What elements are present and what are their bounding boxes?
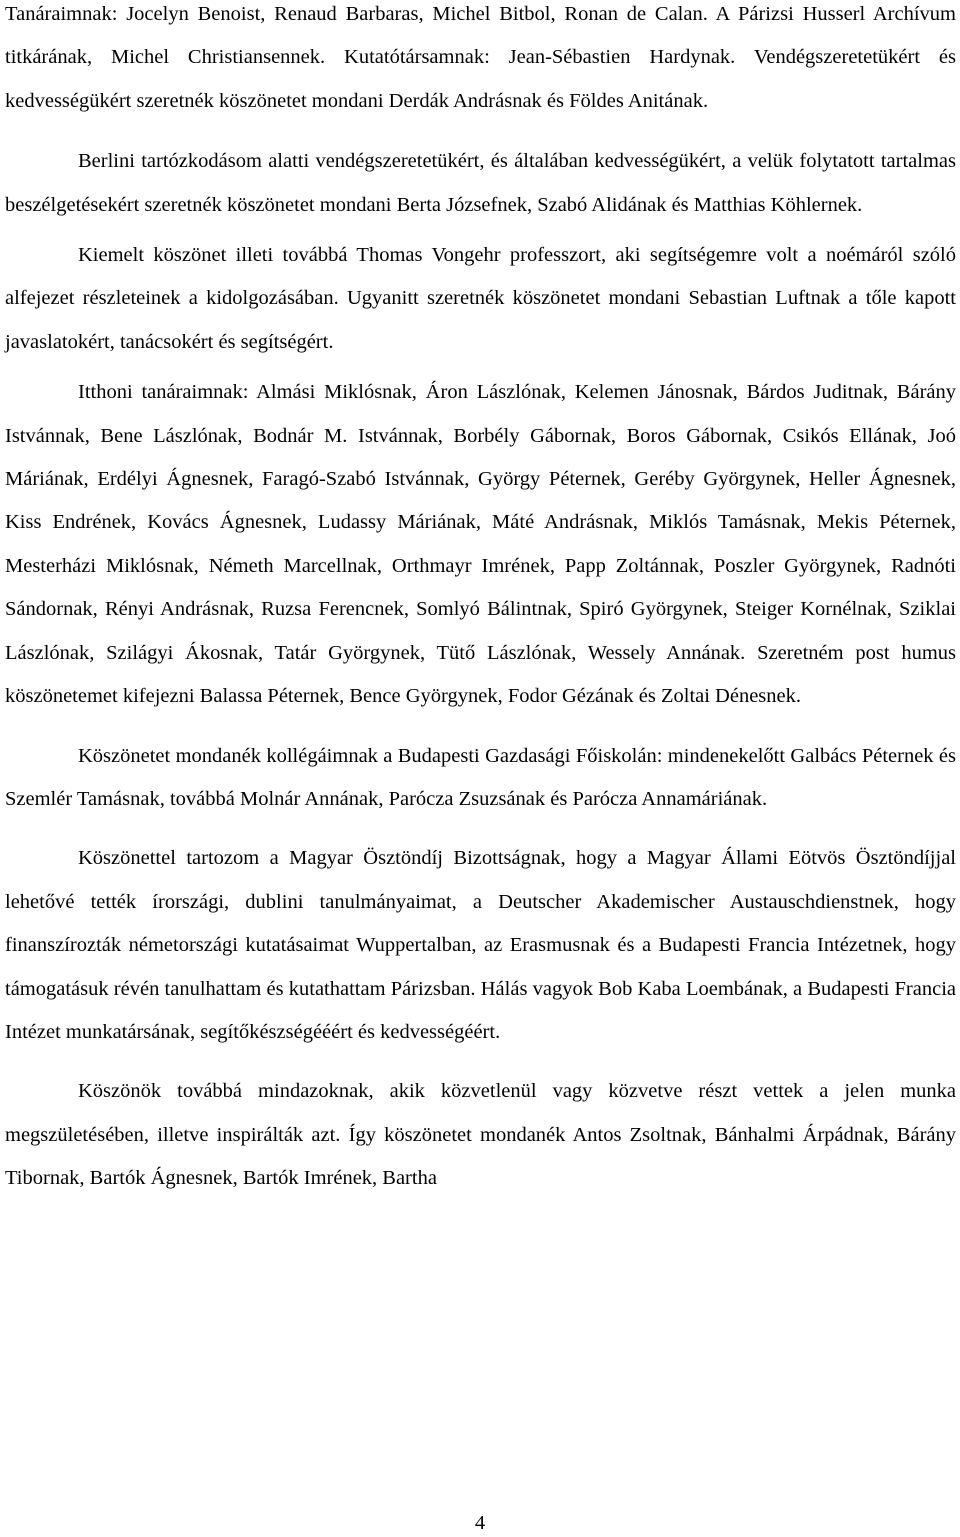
page-number: 4	[474, 1512, 486, 1534]
paragraph-home-teachers: Itthoni tanáraimnak: Almási Miklósnak, Áron Lászlónak, Kelemen Jánosnak, Bárdos Juditnak, Bárány Istvánnak, Bene Lászlónak, Bodnár M. Istvánnak, Borbély Gábornak, Boros Gábornak, Csikós Ellának, Joó Máriának, Erdélyi Ágnesnek, Faragó-Szabó Istvánnak, György Péternek, Geréby Györgynek, Heller Ágnesnek, Kiss Endrének, Kovács Ágnesnek, Ludassy Máriának, Máté Andrásnak, Miklós Tamásnak, Mekis Péternek, Mesterházi Miklósnak, Németh Marcellnak, Orthmayr Imrének, Papp Zoltánnak, Poszler Györgynek, Radnóti Sándornak, Rényi Andrásnak, Ruzsa Ferencnek, Somlyó Bálintnak, Spiró Györgynek, Steiger Kornélnak, Sziklai Lászlónak, Szilágyi Ákosnak, Tatár Györgynek, Tütő Lászlónak, Wessely Annának. Szeretném post humus köszönetemet kifejezni Balassa Péternek, Bence Györgynek, Fodor Gézának és Zoltai Dénesnek.	[5, 381, 956, 708]
paragraph-vongehr-thanks: Kiemelt köszönet illeti továbbá Thomas Vongehr professzort, aki segítségemre volt a noémáról szóló alfejezet részleteinek a kidolgozásában. Ugyanitt szeretnék köszönetet mondani Sebastian Luftnak a tőle kapott javaslatokért, tanácsokért és segítségért.	[5, 244, 956, 353]
paragraph-berlin-stay: Berlini tartózkodásom alatti vendégszeretetükért, és általában kedvességükért, a velük folytatott tartalmas beszélgetésekért szeretnék köszönetet mondani Berta Józsefnek, Szabó Alidának és Matthias Köhlernek.	[5, 150, 956, 216]
paragraph-scholarships: Köszönettel tartozom a Magyar Ösztöndíj Bizottságnak, hogy a Magyar Állami Eötvös Ösztöndíjjal lehetővé tették írországi, dublini tanulmányaimat, a Deutscher Akademischer Austauschdienstnek, hogy finanszírozták németországi kutatásaimat Wuppertalban, az Erasmusnak és a Budapesti Francia Intézetnek, hogy támogatásuk révén tanulhattam és kutathattam Párizsban. Hálás vagyok Bob Kaba Loembának, a Budapesti Francia Intézet munkatársának, segítőkészségééért és kedvességéért.	[5, 847, 956, 1043]
document-page	[5, 0, 956, 1201]
paragraph-colleagues: Köszönetet mondanék kollégáimnak a Budapesti Gazdasági Főiskolán: mindenekelőtt Galbács Péternek és Szemlér Tamásnak, továbbá Molnár Annának, Parócza Zsuzsának és Parócza Annamáriának.	[5, 744, 956, 810]
paragraph-further-thanks: Köszönök továbbá mindazoknak, akik közvetlenül vagy közvetve részt vettek a jelen munka megszületésében, illetve inspirálták azt. Így köszönetet mondanék Antos Zsoltnak, Bánhalmi Árpádnak, Bárány Tibornak, Bartók Ágnesnek, Bartók Imrének, Bartha	[5, 1080, 956, 1190]
paragraph-teachers-paris: Tanáraimnak: Jocelyn Benoist, Renaud Barbaras, Michel Bitbol, Ronan de Calan. A Párizsi Husserl Archívum titkárának, Michel Christiansennek. Kutatótársamnak: Jean-Sébastien Hardynak. Vendégszeretetükért és kedvességükért szeretnék köszönetet mondani Derdák Andrásnak és Földes Anitának.	[5, 3, 956, 112]
